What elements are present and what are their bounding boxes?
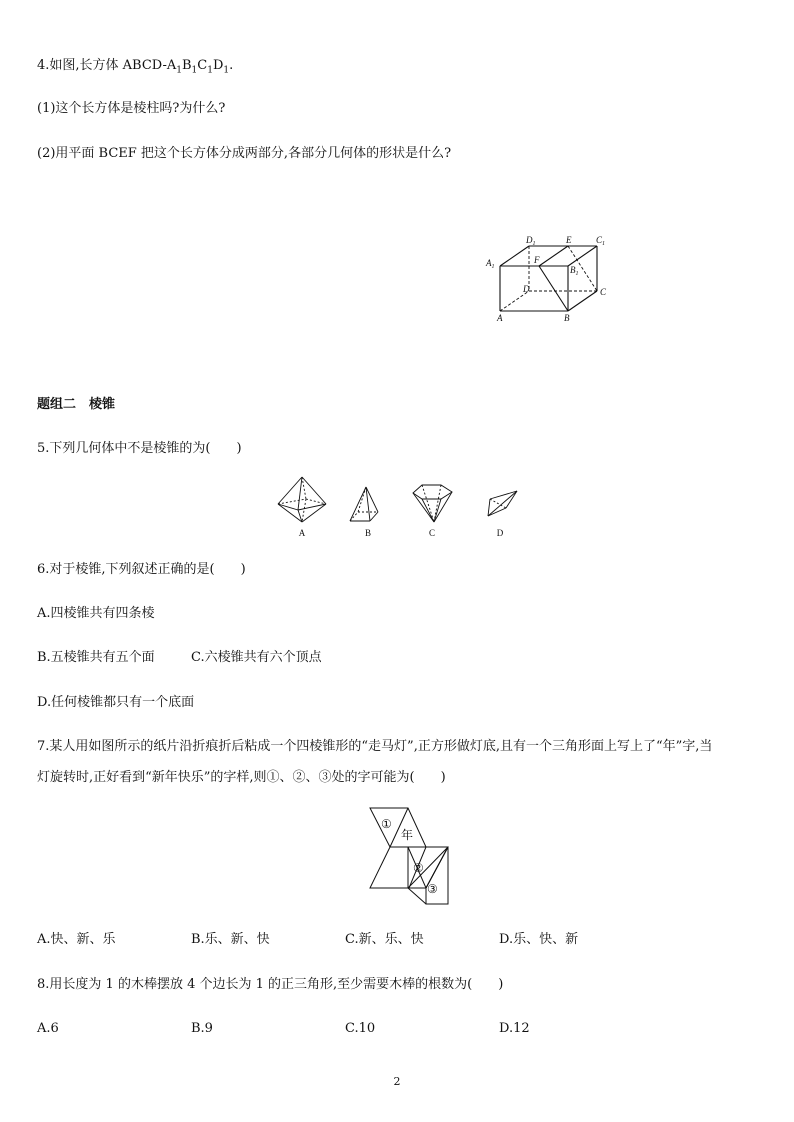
subscript: 1 — [223, 65, 230, 76]
fold-line-3 — [408, 888, 426, 904]
label-a: A — [497, 313, 503, 322]
label-e: E — [566, 235, 572, 245]
q8-option-d: D.12 — [499, 1021, 530, 1036]
label-d1: $D_1$ — [526, 235, 536, 247]
label-d: D — [523, 284, 530, 294]
q6-option-d: D.任何棱锥都只有一个底面 — [37, 695, 195, 710]
label-f: F — [534, 255, 540, 265]
q7-option-d: D.乐、快、新 — [499, 932, 579, 947]
label-circle-2: ② — [413, 861, 424, 875]
q5-stem: 5.下列几何体中不是棱锥的为( ) — [37, 441, 242, 456]
pyramids-figure — [270, 474, 530, 540]
q4-stem-c: C — [197, 58, 208, 73]
solid-c — [413, 485, 452, 522]
subscript: 1 — [207, 65, 213, 76]
q4-stem-end: . — [229, 58, 234, 73]
q4-stem-d: D — [212, 58, 224, 73]
q6-option-a: A.四棱锥共有四条棱 — [37, 606, 155, 621]
cuboid-figure — [484, 232, 614, 322]
q4-part2: (2)用平面 BCEF 把这个长方体分成两部分,各部分几何体的形状是什么? — [37, 146, 452, 161]
q7-stem-line2: 灯旋转时,正好看到“新年快乐”的字样,则①、②、③处的字可能为( ) — [37, 770, 446, 785]
solid-d — [488, 491, 517, 516]
edge-b-c — [568, 291, 597, 311]
q7-option-a: A.快、新、乐 — [37, 932, 116, 947]
q8-stem: 8.用长度为 1 的木棒摆放 4 个边长为 1 的正三角形,至少需要木棒的根数为( ) — [37, 977, 504, 992]
lantern-net-figure — [364, 806, 464, 910]
q7-stem-line1: 7.某人用如图所示的纸片沿折痕折后粘成一个四棱锥形的“走马灯”,正方形做灯底,且有一个三角形面上写上了“年”字,当 — [37, 739, 713, 754]
label-a1: $A_1$ — [486, 258, 495, 270]
label-nian: 年 — [401, 828, 414, 842]
label-circle-1: ① — [381, 817, 392, 831]
hidden-edge-a-d — [500, 291, 529, 311]
q6-stem: 6.对于棱锥,下列叙述正确的是( ) — [37, 562, 246, 577]
label-b: B — [564, 313, 570, 322]
q8-option-c: C.10 — [345, 1021, 376, 1036]
q6-option-b: B.五棱锥共有五个面 — [37, 650, 155, 665]
subscript: 1 — [176, 65, 182, 76]
subscript: 1 — [191, 65, 198, 76]
section-title: 题组二 棱锥 — [37, 397, 116, 412]
edge-b1-c1 — [568, 246, 597, 266]
net-top-face — [370, 808, 426, 847]
edge-f-e — [539, 246, 568, 266]
label-circle-3: ③ — [427, 882, 438, 896]
solid-a — [278, 477, 326, 522]
label-c: C — [600, 287, 607, 297]
label-b1: $B_1$ — [570, 265, 579, 277]
edge-f-b — [539, 266, 568, 311]
label-option-b: B — [364, 528, 372, 538]
solid-b — [350, 487, 378, 521]
label-option-a: A — [298, 528, 306, 538]
q4-part1: (1)这个长方体是棱柱吗?为什么? — [37, 101, 226, 116]
q8-option-a: A.6 — [37, 1021, 59, 1036]
label-option-c: C — [428, 528, 436, 538]
q7-option-b: B.乐、新、快 — [191, 932, 270, 947]
page-number: 2 — [393, 1075, 401, 1088]
q4-stem — [37, 58, 233, 79]
q8-option-b: B.9 — [191, 1021, 213, 1036]
label-option-d: D — [496, 528, 504, 538]
q4-stem-b: B — [181, 58, 192, 73]
label-c1: $C_1$ — [596, 235, 606, 247]
q7-option-c: C.新、乐、快 — [345, 932, 424, 947]
q4-stem-prefix: 4.如图,长方体 ABCD-A — [37, 58, 177, 73]
edge-a1-d1 — [500, 246, 529, 266]
q6-option-c: C.六棱锥共有六个顶点 — [191, 650, 322, 665]
